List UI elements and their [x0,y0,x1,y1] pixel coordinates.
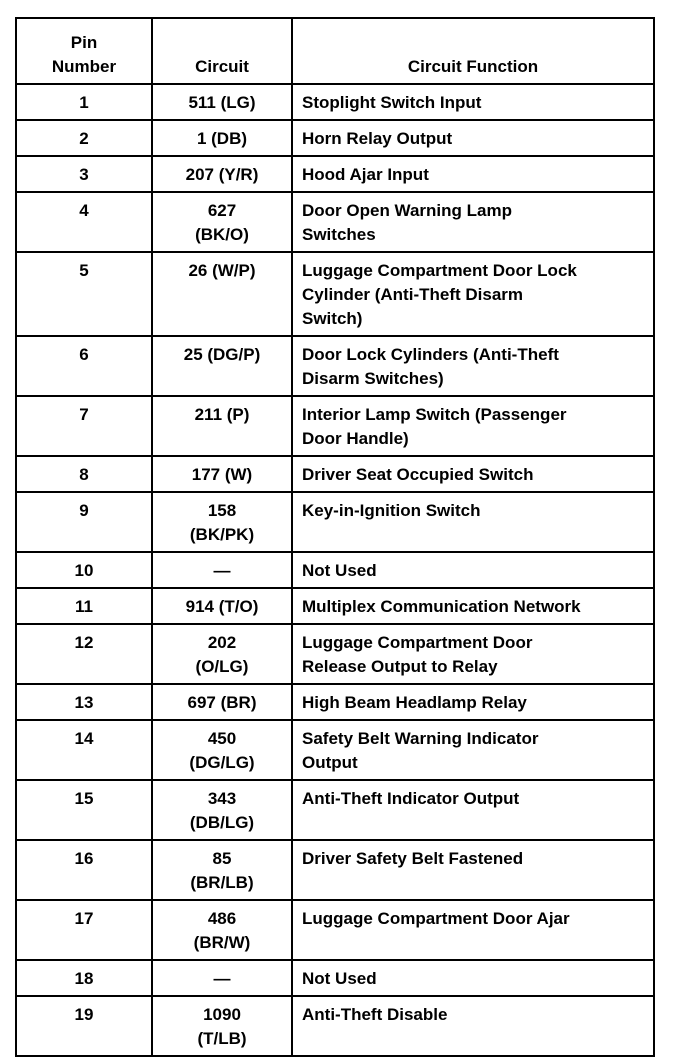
function-line: Switches [302,225,376,244]
circuit-cell [152,84,292,120]
pin-number-cell [16,552,152,588]
circuit-function-cell [292,492,654,552]
pin-number: 12 [74,633,94,652]
function-line: Door Open Warning Lamp [302,201,512,220]
pin-number-cell [16,456,152,492]
pin-number: 6 [79,345,89,364]
circuit-line: (BK/PK) [189,525,255,544]
function-line: Interior Lamp Switch (Passenger [302,405,567,424]
pin-number: 7 [79,405,89,424]
function-line: Anti-Theft Indicator Output [302,789,520,808]
table-row [16,84,654,120]
circuit-cell [152,840,292,900]
function-line: Luggage Compartment Door [302,633,533,652]
circuit-cell [152,492,292,552]
function-line: Driver Safety Belt Fastened [302,849,524,868]
circuit-function-cell [292,780,654,840]
circuit-line: (BR/LB) [190,873,254,892]
circuit-line: (T/LB) [197,1029,247,1048]
table-row [16,780,654,840]
header-row [16,18,654,84]
circuit-function-cell [292,900,654,960]
pin-number: 16 [74,849,94,868]
circuit-line: 202 [207,633,237,652]
pin-number-cell [16,840,152,900]
header-circuit-label: Circuit [195,57,249,76]
pin-number-cell [16,156,152,192]
pin-number: 15 [74,789,94,808]
table-row [16,156,654,192]
pin-number-cell [16,684,152,720]
pin-circuit-table [15,17,655,1057]
function-line: Driver Seat Occupied Switch [302,465,534,484]
circuit-line: (BK/O) [195,225,249,244]
pin-number-cell [16,192,152,252]
circuit-function-cell [292,840,654,900]
pin-number: 2 [79,129,89,148]
function-line: Hood Ajar Input [302,165,429,184]
table-row [16,996,654,1056]
circuit-function-cell [292,960,654,996]
circuit-line: 486 [207,909,237,928]
table-row [16,588,654,624]
function-line [302,811,647,835]
header-pin-number [16,18,152,84]
function-line [302,931,647,955]
circuit-cell [152,456,292,492]
circuit-cell [152,396,292,456]
circuit-cell [152,192,292,252]
pin-number: 10 [74,561,94,580]
pin-number: 14 [74,729,94,748]
circuit-function-cell [292,252,654,336]
function-line: Horn Relay Output [302,129,453,148]
table-row [16,120,654,156]
circuit-line: 343 [207,789,237,808]
table-row [16,840,654,900]
table-body [16,84,654,1056]
circuit-line: (O/LG) [195,657,249,676]
function-line [302,1027,647,1051]
circuit-function-cell [292,588,654,624]
table-row [16,960,654,996]
pin-number-cell [16,624,152,684]
pin-number-cell [16,492,152,552]
function-line: Luggage Compartment Door Ajar [302,909,570,928]
table-row [16,336,654,396]
function-line: Output [302,753,358,772]
header-circuit [152,18,292,84]
circuit-line: — [213,561,231,580]
table-row [16,624,654,684]
table-row [16,456,654,492]
circuit-function-cell [292,120,654,156]
circuit-function-cell [292,336,654,396]
circuit-line: (DG/LG) [189,753,255,772]
circuit-cell [152,624,292,684]
function-line: Switch) [302,309,363,328]
pin-number: 17 [74,909,94,928]
pin-number-cell [16,720,152,780]
circuit-line: 85 [212,849,232,868]
pin-number-cell [16,900,152,960]
circuit-function-cell [292,684,654,720]
circuit-cell [152,552,292,588]
pin-number-cell [16,588,152,624]
circuit-line: 450 [207,729,237,748]
pin-number-cell [16,960,152,996]
pin-number: 11 [75,597,93,616]
circuit-function-cell [292,192,654,252]
circuit-line: (DB/LG) [189,813,255,832]
pin-number: 13 [74,693,94,712]
table-row [16,396,654,456]
table-row [16,192,654,252]
pin-number: 1 [79,93,89,112]
circuit-line: 1 (DB) [196,129,248,148]
circuit-cell [152,780,292,840]
circuit-cell [152,156,292,192]
function-line: Door Lock Cylinders (Anti-Theft [302,345,559,364]
function-line: Cylinder (Anti-Theft Disarm [302,285,524,304]
circuit-cell [152,900,292,960]
table-row [16,900,654,960]
circuit-cell [152,252,292,336]
pin-number-cell [16,396,152,456]
table-header [16,18,654,84]
circuit-line: 914 (T/O) [185,597,259,616]
pin-number: 3 [79,165,89,184]
function-line: Not Used [302,969,377,988]
pin-number-cell [16,336,152,396]
circuit-line: 511 (LG) [188,93,256,112]
circuit-function-cell [292,720,654,780]
pin-number: 5 [79,261,89,280]
table-row [16,492,654,552]
pin-number: 19 [74,1005,94,1024]
function-line: Safety Belt Warning Indicator [302,729,539,748]
circuit-cell [152,720,292,780]
function-line: Door Handle) [302,429,409,448]
function-line: Disarm Switches) [302,369,444,388]
circuit-function-cell [292,624,654,684]
circuit-cell [152,996,292,1056]
pin-number-cell [16,84,152,120]
table-row [16,252,654,336]
circuit-cell [152,588,292,624]
table-row [16,720,654,780]
circuit-line: 1090 [203,1005,241,1024]
header-function-label: Circuit Function [407,57,539,76]
circuit-line: 697 (BR) [187,693,257,712]
function-line: Release Output to Relay [302,657,498,676]
table-row [16,684,654,720]
function-line: Not Used [302,561,377,580]
circuit-cell [152,684,292,720]
pin-number-cell [16,252,152,336]
circuit-line: 158 [207,501,237,520]
circuit-line: 211 (P) [194,405,250,424]
circuit-function-cell [292,456,654,492]
header-circuit-function [292,18,654,84]
circuit-function-cell [292,156,654,192]
function-line [302,871,647,895]
pin-number-cell [16,996,152,1056]
pin-number-cell [16,120,152,156]
function-line [302,523,647,547]
circuit-cell [152,960,292,996]
function-line: High Beam Headlamp Relay [302,693,527,712]
function-line: Stoplight Switch Input [302,93,482,112]
function-line: Anti-Theft Disable [302,1005,448,1024]
circuit-line: 207 (Y/R) [185,165,259,184]
function-line: Luggage Compartment Door Lock [302,261,577,280]
pin-number: 18 [74,969,94,988]
circuit-line: 25 (DG/P) [183,345,261,364]
table-row [16,552,654,588]
circuit-function-cell [292,84,654,120]
circuit-cell [152,336,292,396]
circuit-function-cell [292,552,654,588]
header-pin-line-2: Number [51,57,117,76]
circuit-function-cell [292,996,654,1056]
circuit-line: 627 [207,201,237,220]
circuit-line: 177 (W) [191,465,253,484]
circuit-line: 26 (W/P) [188,261,256,280]
circuit-line: — [213,969,231,988]
pin-number: 9 [79,501,89,520]
pin-number: 8 [79,465,89,484]
function-line: Multiplex Communication Network [302,597,581,616]
header-pin-line-1: Pin [70,33,98,52]
circuit-line: (BR/W) [193,933,251,952]
circuit-function-cell [292,396,654,456]
function-line: Key-in-Ignition Switch [302,501,481,520]
pin-number: 4 [79,201,89,220]
circuit-cell [152,120,292,156]
pin-number-cell [16,780,152,840]
